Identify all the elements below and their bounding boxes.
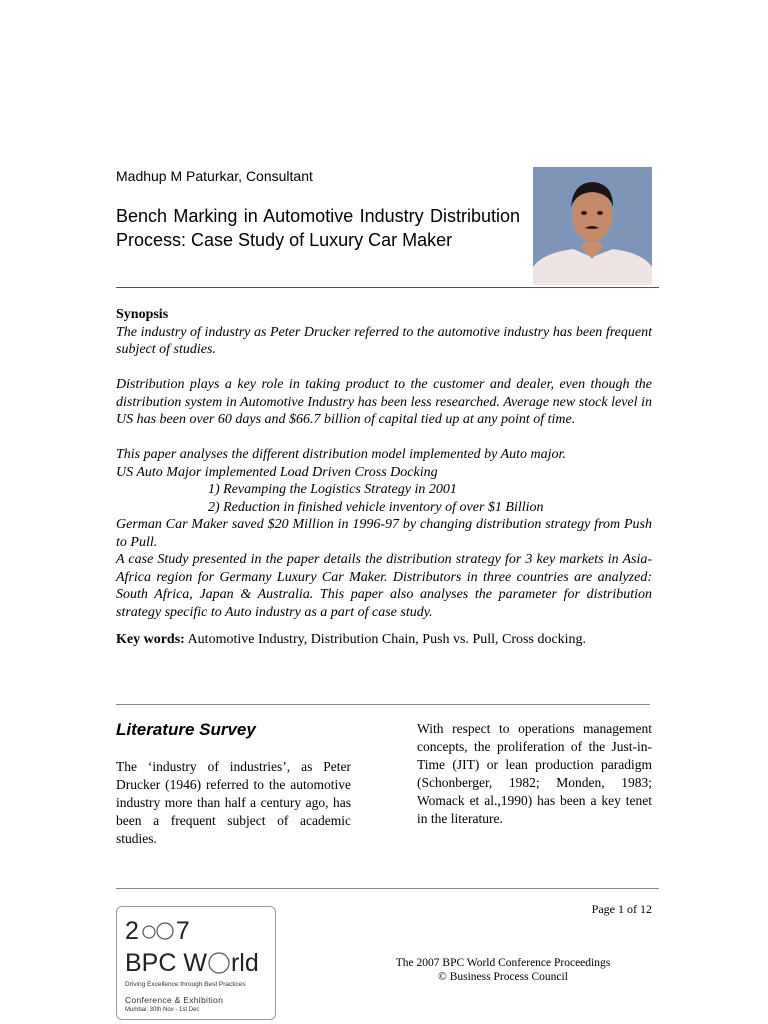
synopsis-paragraph-1: The industry of industry as Peter Drucker referred to the automotive industry has been frequent subject of studies. [116,324,652,357]
synopsis-paragraph-3: This paper analyses the different distribution model implemented by Auto major. [116,447,566,462]
logo-world: BPC W rld [125,949,259,977]
synopsis-paragraph-2: Distribution plays a key role in taking product to the customer and dealer, even though the distribution system in Automotive Industry has been less researched. Average new stock level in US has been over 60 days and $66.7 billion of capital tied up at any point of time. [116,377,652,427]
logo-tagline: Driving Excellence through Best Practices [125,981,246,988]
literature-left-column: The ‘industry of industries’, as Peter Drucker (1946) referred to the automotive industry more than half a century ago, has been a frequent subject of academic studies. [116,759,351,846]
literature-right-column: With respect to operations management concepts, the proliferation of the Just-in-Time (JIT) or lean production paradigm (Schonberger, 1982; Monden, 1983; Womack et al.,1990) has been a key tenet in the literature. [417,721,652,826]
proceedings-note [360,956,646,984]
paper-title: Bench Marking in Automotive Industry Distribution Process: Case Study of Luxury Car Maker [116,206,520,250]
globe-circle-icon [207,952,231,974]
synopsis-list-item-1: 1) Revamping the Logistics Strategy in 2001 [208,482,457,497]
synopsis-divider [116,704,650,705]
author-line: Madhup M Paturkar, Consultant [116,168,313,184]
bpc-world-logo [116,906,276,1020]
page-number: Page 1 of 12 [591,902,652,916]
literature-survey-heading: Literature Survey [116,720,256,739]
synopsis-section [116,306,652,649]
synopsis-paragraph-5: German Car Maker saved $20 Million in 1996-97 by changing distribution strategy from Push to Pull. [116,517,652,550]
council-line: © Business Process Council [438,971,568,983]
synopsis-list-item-2: 2) Reduction in finished vehicle inventory of over $1 Billion [208,499,544,515]
synopsis-paragraph-4: US Auto Major implemented Load Driven Cross Docking [116,464,438,480]
synopsis-heading: Synopsis [116,307,169,322]
logo-year: 2 7 [125,917,191,945]
keywords-line [116,631,652,649]
portrait-image [533,167,652,285]
keywords-label: Key words: [116,632,185,647]
footer-divider [116,888,659,889]
keywords-text: Automotive Industry, Distribution Chain, Push vs. Pull, Cross docking. [187,632,587,647]
author-photo [533,167,652,285]
proceedings-line: The 2007 BPC World Conference Proceedings [395,957,611,969]
logo-conference: Conference & Exhibition [125,995,224,1005]
logo-dates: Mumbai: 30th Nov - 1st Dec [125,1007,200,1013]
double-circle-icon [140,921,176,941]
header-divider [116,287,659,288]
synopsis-paragraph-6: A case Study presented in the paper details the distribution strategy for 3 key markets in Asia-Africa region for Germany Luxury Car Maker. Distributors in three countries are analyzed: South Africa, Japan & Australia. This paper also analyses the parameter for distribution strategy specific to Auto industry as a part of case study. [116,552,652,620]
